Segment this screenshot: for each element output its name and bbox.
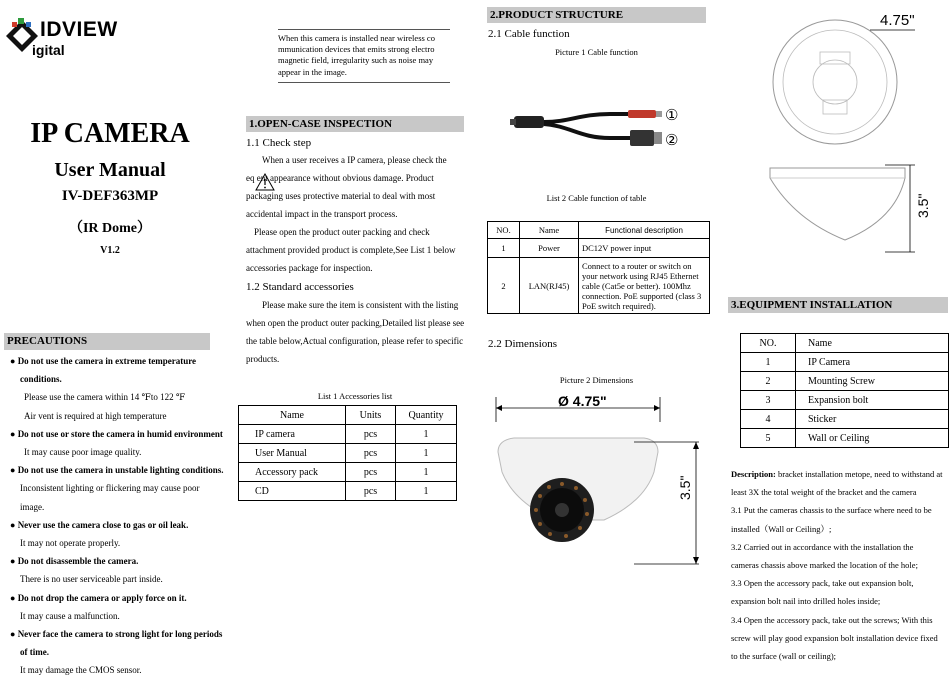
install-cell: 1 (741, 353, 796, 372)
precaution-3-line: Inconsistent lighting or flickering may cause poor image. (20, 483, 200, 512)
cover-model: IV-DEF363MP (61, 188, 159, 204)
table-row (239, 482, 457, 501)
notice-text: When this camera is installed near wireless co mmunication devices that emits strong electro magnetic field, irregularity such as noise may appear in the image. (278, 33, 435, 77)
acc-cell: Accessory pack (239, 463, 346, 482)
install-cell: Sticker (796, 410, 949, 429)
table-row (488, 239, 710, 258)
installation-column (725, 0, 950, 667)
acc-header-name: Name (239, 406, 346, 425)
acc-cell: pcs (346, 463, 396, 482)
precaution-2-line: It may cause poor image quality. (24, 447, 142, 458)
cable-function-table (487, 221, 710, 314)
cable-header-no: NO. (488, 222, 520, 239)
table-row (741, 372, 949, 391)
inspection-column (240, 0, 465, 667)
install-cell: Wall or Ceiling (796, 429, 949, 448)
table-row (741, 410, 949, 429)
top-width-label: 4.75" (880, 12, 915, 29)
notice-box (278, 29, 450, 83)
accessories-table (238, 405, 457, 501)
s1p1-line: accessories package for inspection. (246, 263, 373, 273)
s1p1-line: attachment provided product is complete,See List 1 below (246, 245, 456, 255)
accessories-caption: List 1 Accessories list (317, 391, 393, 401)
table-row (488, 258, 710, 314)
precautions-heading: PRECAUTIONS (4, 333, 210, 350)
acc-cell: CD (239, 482, 346, 501)
warning-icon (255, 173, 275, 191)
acc-cell: 1 (396, 463, 457, 482)
s1p1-line: eq ent appearance without obvious damage. Product (246, 173, 434, 183)
acc-header-qty: Quantity (396, 406, 457, 425)
acc-cell: User Manual (239, 444, 346, 463)
pic2-caption: Picture 2 Dimensions (559, 375, 634, 385)
desc-line: 3.3 Open the accessory pack, take out expansion bolt, (731, 578, 914, 589)
cover-version: V1.2 (100, 245, 120, 256)
install-cell: IP Camera (796, 353, 949, 372)
precaution-7: ● Never face the camera to strong light for long periods (10, 629, 223, 640)
section1-para1 (246, 151, 466, 277)
cable-cell: Power (520, 239, 579, 258)
precaution-5: ● Do not disassemble the camera. (10, 556, 139, 567)
pic1-caption: Picture 1 Cable function (555, 47, 638, 57)
section1-sub2: 1.2 Standard accessories (246, 281, 354, 293)
desc-line: installed（Wall or Ceiling）; (731, 523, 832, 534)
desc-line: 3.1 Put the cameras chassis to the surface where need to be (731, 505, 932, 516)
s1p2-line: when open the product outer packing,Detailed list please see (246, 318, 465, 328)
precaution-5-line: There is no user serviceable part inside. (20, 574, 163, 585)
dome-width-label: Ø 4.75" (558, 393, 607, 409)
s1p1-line: Please open the product outer packing and check (254, 227, 430, 237)
precaution-3: ● Do not use the camera in unstable lighting conditions. (10, 465, 224, 476)
acc-cell: pcs (346, 444, 396, 463)
table-row (239, 425, 457, 444)
section2-heading: 2.PRODUCT STRUCTURE (487, 7, 706, 23)
table-row (741, 391, 949, 410)
precaution-7-line: It may damage the CMOS sensor. (20, 665, 142, 676)
dome-height-label: 3.5" (677, 475, 693, 500)
cable-header-name: Name (520, 222, 579, 239)
desc-line: least 3X the total weight of the bracket and the camera (731, 487, 917, 498)
logo-sub-text: igital (32, 42, 65, 58)
cable-cell: LAN(RJ45) (520, 258, 579, 314)
precaution-2: ● Do not use or store the camera in humid environment (10, 428, 223, 439)
precaution-1: ● Do not use the camera in extreme temperature (10, 356, 197, 366)
bracket-top-drawing (765, 12, 925, 147)
acc-cell: 1 (396, 425, 457, 444)
acc-cell: IP camera (239, 425, 346, 444)
s1p2-line: products. (246, 354, 280, 364)
cable-header-desc: Functional description (579, 222, 710, 239)
desc-label: Description: (731, 469, 776, 479)
desc-line: 3.2 Carried out in accordance with the installation the (731, 541, 914, 552)
section3-heading: 3.EQUIPMENT INSTALLATION (728, 297, 948, 313)
cable-cell: 1 (488, 239, 520, 258)
acc-cell: pcs (346, 425, 396, 444)
cable-cell: DC12V power input (579, 239, 710, 258)
precaution-6: ● Do not drop the camera or apply force on it. (10, 592, 187, 603)
table-row (239, 463, 457, 482)
logo-brand-text: IDVIEW (40, 18, 118, 41)
acc-cell: 1 (396, 482, 457, 501)
s1p1-line: packaging uses protective material to deal with most (246, 191, 436, 201)
acc-cell: 1 (396, 444, 457, 463)
precaution-1-cont: conditions. (20, 374, 62, 385)
brand-logo (4, 12, 144, 60)
side-height-label: 3.5" (915, 193, 931, 218)
precaution-1-line-2: Air vent is required at high temperature (24, 410, 167, 421)
install-cell: 5 (741, 429, 796, 448)
cable-illustration (510, 104, 710, 164)
cable-cell: 2 (488, 258, 520, 314)
s1p2-line: Please make sure the item is consistent with the listing (262, 300, 459, 310)
install-header-no: NO. (741, 334, 796, 353)
install-cell: Expansion bolt (796, 391, 949, 410)
precaution-6-line: It may cause a malfunction. (20, 610, 120, 621)
table-row (239, 444, 457, 463)
acc-cell: pcs (346, 482, 396, 501)
acc-header-units: Units (346, 406, 396, 425)
desc-line: to the surface (wall or ceiling); (731, 651, 837, 662)
precaution-4-line: It may not operate properly. (20, 538, 121, 549)
desc-line: screw will play good expansion bolt installation device fixed (731, 632, 938, 643)
section1-heading: 1.OPEN-CASE INSPECTION (246, 116, 464, 132)
section2-sub1: 2.1 Cable function (488, 28, 570, 40)
cover-column (0, 0, 224, 676)
install-cell: Mounting Screw (796, 372, 949, 391)
s1p2-line: the table below,Actual configuration, please refer to specific (246, 336, 464, 346)
cable-callout-2: ② (665, 133, 679, 149)
cover-type: （IR Dome） (68, 221, 152, 236)
desc-line: expansion bolt nail into drilled holes inside; (731, 596, 881, 607)
install-cell: 4 (741, 410, 796, 429)
s1p1-line: When a user receives a IP camera, please check the (262, 155, 447, 165)
cover-title: IP CAMERA (30, 118, 190, 149)
section1-sub1: 1.1 Check step (246, 137, 312, 149)
list2-caption: List 2 Cable function of table (546, 193, 647, 203)
precautions-list (10, 352, 225, 680)
s1p1-line: accidental impact in the transport process. (246, 209, 398, 219)
desc-line (731, 465, 950, 483)
install-cell: 2 (741, 372, 796, 391)
precaution-7-cont: of time. (20, 647, 49, 658)
cover-subtitle: User Manual (54, 159, 166, 181)
installation-table (740, 333, 949, 448)
precaution-4: ● Never use the camera close to gas or oil leak. (10, 519, 189, 530)
section2-sub2: 2.2 Dimensions (488, 338, 558, 350)
install-header-name: Name (796, 334, 949, 353)
precaution-1-line-1: Please use the camera within 14 ℉to 122 ℉ (24, 392, 186, 403)
table-row (741, 429, 949, 448)
section1-para2 (246, 296, 468, 368)
install-cell: 3 (741, 391, 796, 410)
desc-text: bracket installation metope, need to withstand at (775, 469, 943, 479)
cable-cell: Connect to a router or switch on your network using RJ45 Ethernet cable (Cat5e or better). 100Mhz connection. PoE supported (class 3 PoE switch required). (579, 258, 710, 314)
installation-description (731, 465, 950, 665)
desc-line: 3.4 Open the accessory pack, take out the screws; With this (731, 614, 933, 625)
cable-callout-1: ① (665, 108, 679, 124)
table-row (741, 353, 949, 372)
desc-line: cameras chassis above marked the location of the hole; (731, 560, 918, 571)
structure-column (484, 0, 714, 667)
